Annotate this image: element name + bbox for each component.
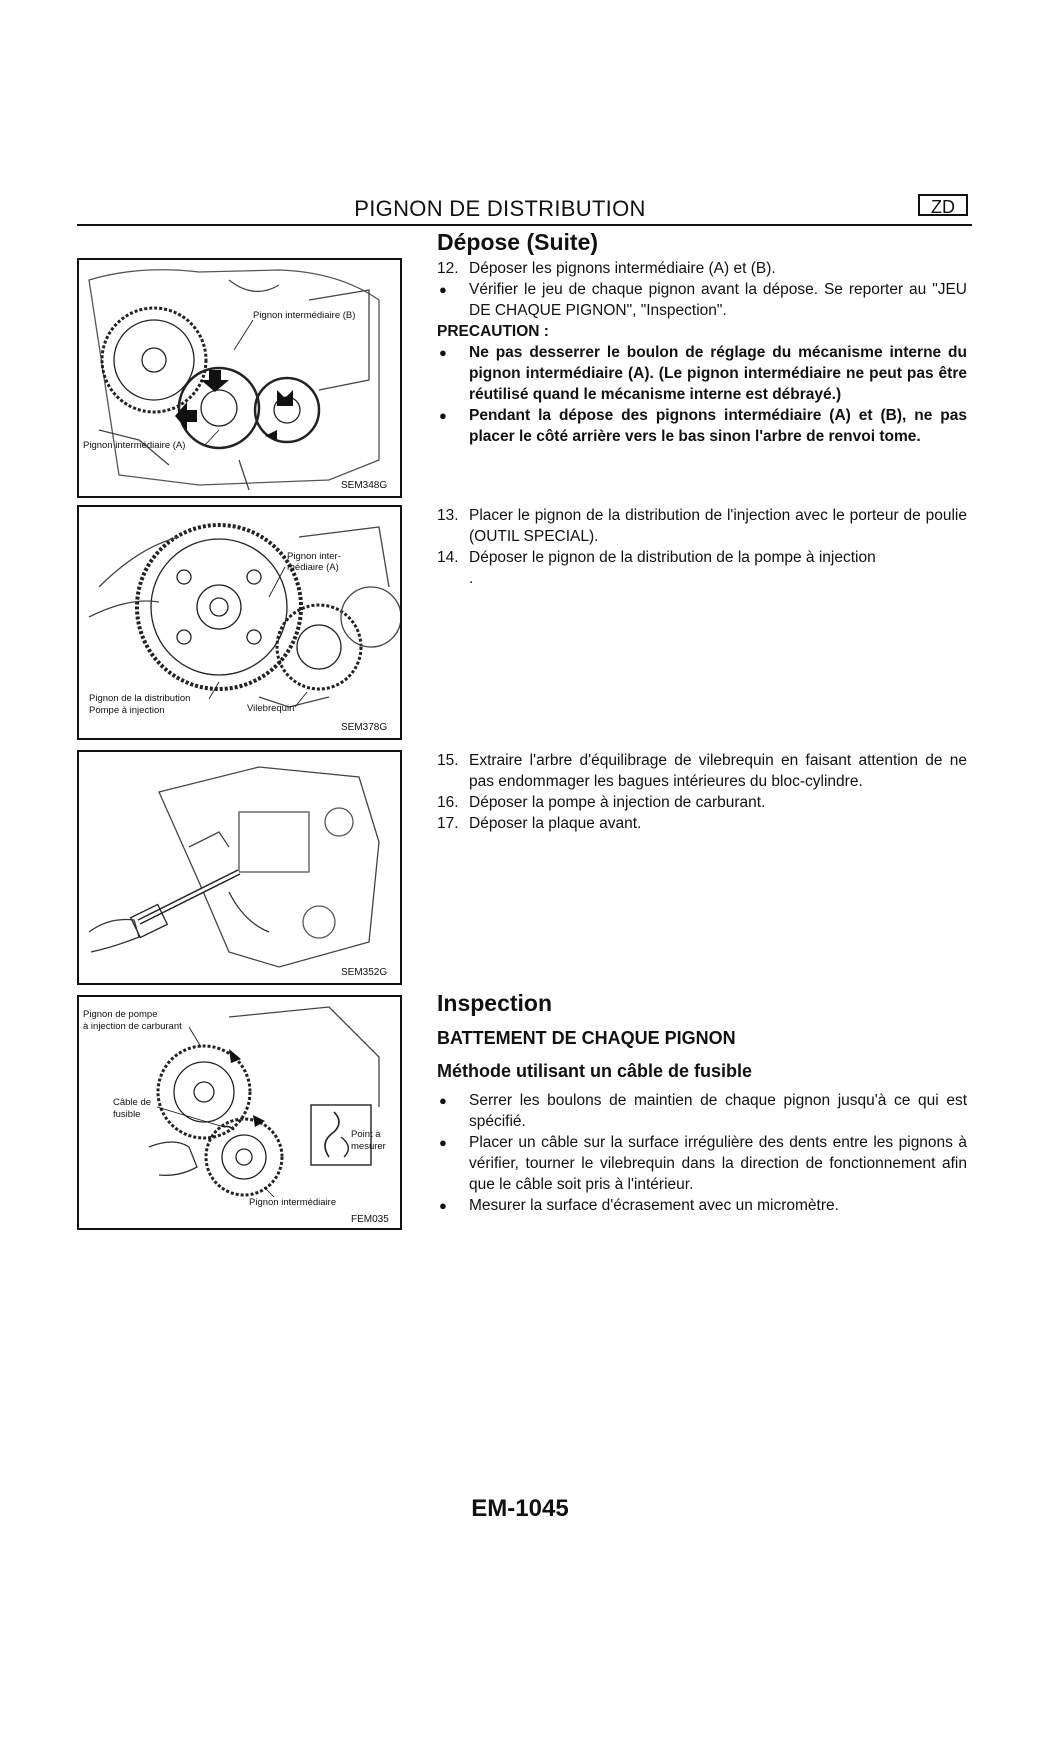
step-14 xyxy=(437,547,967,568)
inspection-bullet-2 xyxy=(437,1132,967,1195)
label-cable-line2: fusible xyxy=(113,1109,141,1120)
method-heading: Méthode utilisant un câble de fusible xyxy=(437,1061,753,1081)
step-number: 12. xyxy=(437,260,459,277)
bullet-dot: ● xyxy=(439,282,447,297)
inspection-bullet-3 xyxy=(437,1195,967,1216)
section-badge: ZD xyxy=(918,194,968,216)
step-16 xyxy=(437,792,967,813)
label-pump-line2: à injection de carburant xyxy=(83,1021,182,1032)
label-point-line2: mesurer xyxy=(351,1141,386,1152)
depose-heading: Dépose (Suite) xyxy=(437,229,599,255)
inspection-heading: Inspection xyxy=(437,990,553,1016)
pump-gear-illustration xyxy=(79,507,400,738)
step-text: Placer le pignon de la distribution de l'injection avec le porteur de poulie (OUTIL SPECIAL). xyxy=(469,507,967,545)
step-number: 16. xyxy=(437,794,459,811)
page-number: EM-1045 xyxy=(471,1495,569,1522)
step-12 xyxy=(437,258,967,279)
step-text: Déposer le pignon de la distribution de la pompe à injection xyxy=(469,549,876,566)
depose-text-block-1 xyxy=(437,258,967,447)
label-pump-line1: Pignon de la distribution xyxy=(89,693,191,704)
label-idler-a-line1: Pignon inter- xyxy=(287,551,341,562)
figure-code: FEM035 xyxy=(351,1214,389,1225)
step-number: 14. xyxy=(437,549,459,566)
label-cable-line1: Câble de xyxy=(113,1097,152,1108)
step-text: Déposer les pignons intermédiaire (A) et (B). xyxy=(469,260,776,277)
label-pump-line2: Pompe à injection xyxy=(89,705,165,716)
figure-fuse-cable xyxy=(77,995,402,1230)
step-text: Déposer la pompe à injection de carburant. xyxy=(469,794,766,811)
bullet-dot: ● xyxy=(439,345,447,360)
bullet-dot: ● xyxy=(439,408,447,423)
bullet-dot: ● xyxy=(439,1093,447,1108)
step-14-tail: . xyxy=(469,570,474,587)
precaution-text: Ne pas desserrer le boulon de réglage du mécanisme interne du pignon intermédiaire (A). (Le pignon intermédiaire ne peut pas être réutilisé quand le mécanisme interne est débrayé.) xyxy=(469,344,967,403)
figure-code: SEM352G xyxy=(341,967,388,978)
step-15 xyxy=(437,750,967,792)
step-text: Déposer la plaque avant. xyxy=(469,815,642,832)
inspection-subheading: BATTEMENT DE CHAQUE PIGNON xyxy=(437,1028,736,1048)
step-number: 15. xyxy=(437,752,459,769)
label-idler: Pignon intermédiaire xyxy=(249,1197,337,1208)
bullet-text: Serrer les boulons de maintien de chaque pignon jusqu'à ce qui est spécifié. xyxy=(469,1092,967,1130)
label-pump-line1: Pignon de pompe xyxy=(83,1009,158,1020)
bullet-text: Placer un câble sur la surface irrégulière des dents entre les pignons à vérifier, tourner le vilebrequin dans la direction de fonctionnement afin que le câble soit pris à l'intérieur. xyxy=(469,1134,967,1193)
precaution-item-1 xyxy=(437,342,967,405)
figure-idler-gears xyxy=(77,258,402,498)
depose-text-block-2 xyxy=(437,505,967,589)
bullet-text: Mesurer la surface d'écrasement avec un micromètre. xyxy=(469,1197,839,1214)
fuse-cable-illustration xyxy=(79,997,400,1228)
balance-shaft-illustration xyxy=(79,752,400,983)
bullet-dot: ● xyxy=(439,1135,447,1150)
label-idler-b: Pignon intermédiaire (B) xyxy=(253,310,356,321)
step-number: 17. xyxy=(437,815,459,832)
step-17 xyxy=(437,813,967,834)
label-idler-a-line2: médiaire (A) xyxy=(287,562,339,573)
step-text: Extraire l'arbre d'équilibrage de vilebrequin en faisant attention de ne pas endommager les bagues intérieures du bloc-cylindre. xyxy=(469,752,967,790)
figure-code: SEM378G xyxy=(341,722,388,733)
depose-text-block-3 xyxy=(437,750,967,834)
bullet-check-play xyxy=(437,279,967,321)
header-rule xyxy=(77,224,972,226)
figure-balance-shaft xyxy=(77,750,402,985)
bullet-text: Vérifier le jeu de chaque pignon avant la dépose. Se reporter au "JEU DE CHAQUE PIGNON", "Inspection". xyxy=(469,281,967,319)
label-idler-a: Pignon intermédiaire (A) xyxy=(83,440,186,451)
step-number: 13. xyxy=(437,507,459,524)
precaution-text: Pendant la dépose des pignons intermédiaire (A) et (B), ne pas placer le côté arrière vers le bas sinon l'arbre de renvoi tome. xyxy=(469,407,967,445)
step-13 xyxy=(437,505,967,547)
page-title: PIGNON DE DISTRIBUTION xyxy=(354,196,646,221)
inspection-text-block xyxy=(437,1090,967,1216)
precaution-item-2 xyxy=(437,405,967,447)
figure-code: SEM348G xyxy=(341,480,388,491)
figure-pump-gear xyxy=(77,505,402,740)
idler-gears-illustration xyxy=(79,260,400,496)
inspection-bullet-1 xyxy=(437,1090,967,1132)
precaution-label: PRECAUTION : xyxy=(437,323,549,340)
bullet-dot: ● xyxy=(439,1198,447,1213)
label-crankshaft: Vilebrequin xyxy=(247,703,295,714)
label-point-line1: Point à xyxy=(351,1129,381,1140)
